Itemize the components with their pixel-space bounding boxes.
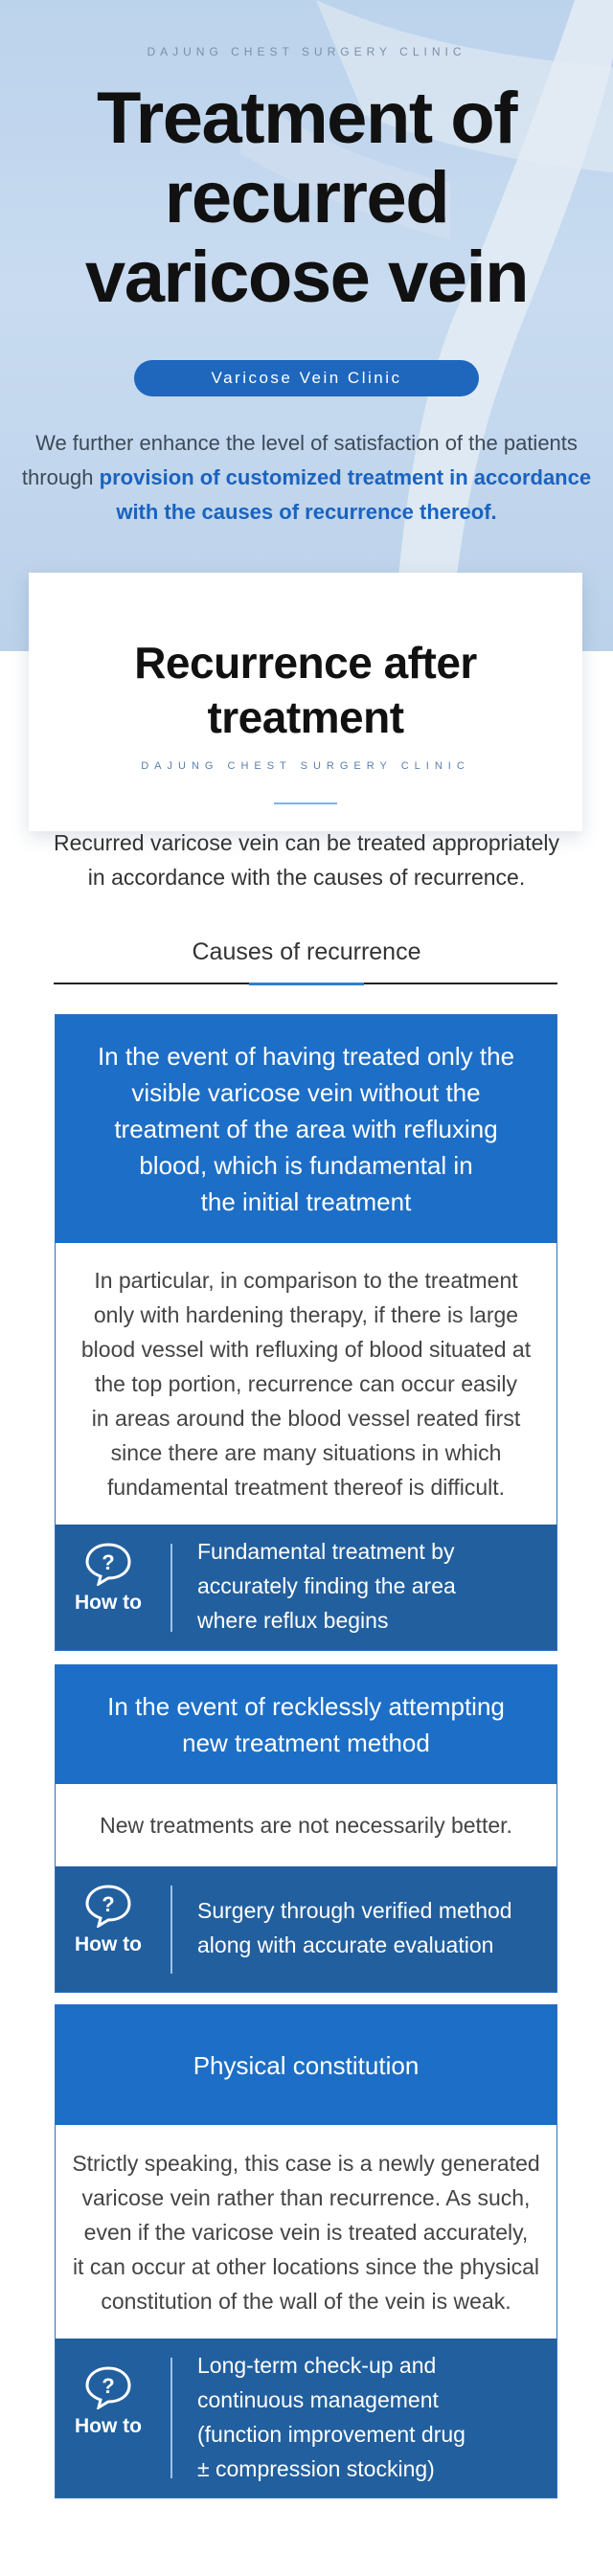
card-eyebrow: DAJUNG CHEST SURGERY CLINIC [141,760,470,772]
hero-banner [0,0,613,651]
cause-3-solution: Long-term check-up and continuous management (function improvement drug ± compression stocking) [197,2353,465,2481]
howto-badge: ? How to [75,2365,142,2438]
howto-badge: ? How to [75,1542,142,1615]
howto-separator [170,1886,172,1974]
howto-separator [170,2358,172,2478]
svg-text:?: ? [102,2374,115,2398]
page-title: Treatment of recurred varicose vein [84,78,529,318]
cause-1-heading: In the event of having treated only the visible varicose vein without the treatment of the area with refluxing blood, which is fundamental in the initial treatment [56,1015,556,1243]
cause-3-howto [56,2339,556,2497]
clinic-eyebrow: DAJUNG CHEST SURGERY CLINIC [147,45,466,58]
cause-2-solution: Surgery through verified method along with accurate evaluation [197,1898,512,1957]
clinic-pill-badge: Varicose Vein Clinic [134,360,479,396]
svg-text:?: ? [102,1550,115,1574]
question-bubble-icon [83,1542,133,1586]
cause-3-heading: Physical constitution [56,2005,556,2125]
cause-section-3 [55,2004,557,2498]
svg-text:?: ? [102,1892,115,1916]
question-bubble-icon [83,2365,133,2409]
cause-2-heading: In the event of recklessly attempting new treatment method [56,1665,556,1784]
cause-section-2 [55,1664,557,1993]
cause-1-solution: Fundamental treatment by accurately finding the area where reflux begins [197,1539,456,1633]
card-divider [274,802,337,804]
causes-divider-accent [249,983,364,985]
cause-2-howto [56,1866,556,1992]
cause-3-description: Strictly speaking, this case is a newly generated varicose vein rather than recurrence. As such, even if the varicose vein is treated accurately, it can occur at other locations since the physical constitution of the wall of the vein is weak. [72,2150,540,2314]
intro-text: Recurred varicose vein can be treated appropriately in accordance with the causes of recurrence. [53,830,559,890]
cause-2-description: New treatments are not necessarily better. [100,1813,512,1838]
cause-section-1 [55,1014,557,1651]
recurrence-card [29,573,582,831]
cause-1-howto [56,1525,556,1650]
cause-1-description: In particular, in comparison to the treatment only with hardening therapy, if there is large blood vessel with refluxing of blood situated at the top portion, recurrence can occur easily in areas around the blood vessel reated first since there are many situations in which fundamental treatment thereof is difficult. [80,1268,532,1500]
howto-badge: ? How to [75,1884,142,1956]
howto-separator [170,1544,172,1632]
question-bubble-icon [83,1884,133,1928]
hero-description: We further enhance the level of satisfaction of the patients through provision of customized treatment in accordance with the causes of recurrence thereof. [21,431,592,524]
card-title: Recurrence after treatment [134,638,477,742]
causes-heading: Causes of recurrence [192,938,421,965]
